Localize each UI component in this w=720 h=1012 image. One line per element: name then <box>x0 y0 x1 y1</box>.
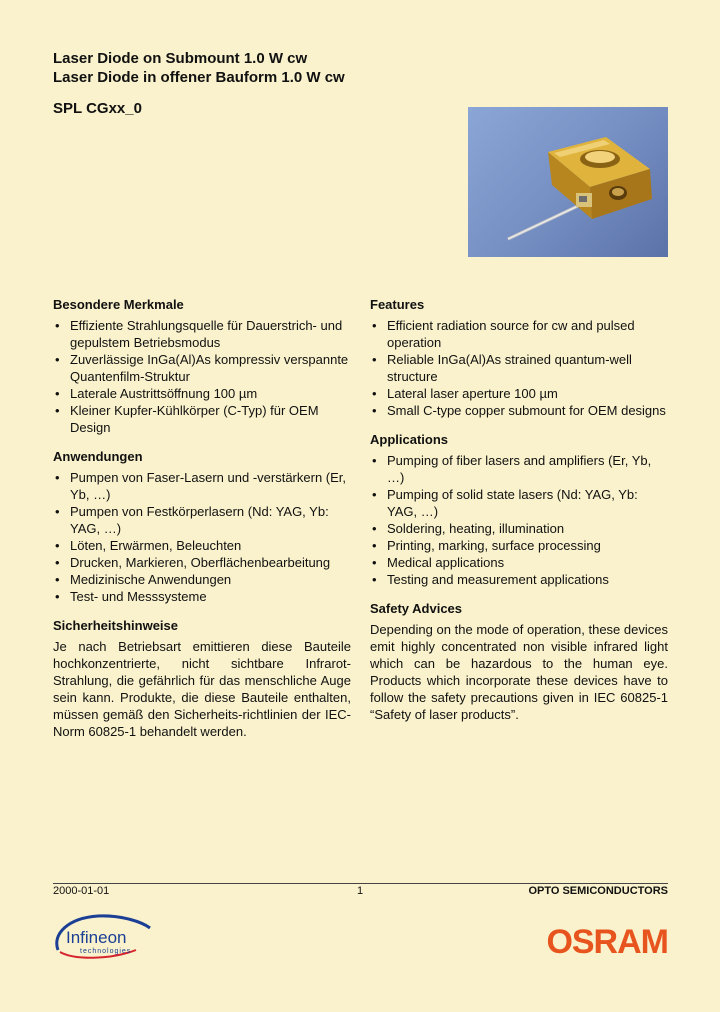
safety-heading-english: Safety Advices <box>370 601 463 616</box>
safety-section-german <box>53 617 351 740</box>
list-item: • Efficient radiation source for cw and pulsed operation <box>370 317 668 351</box>
applications-heading-english: Applications <box>370 432 449 447</box>
list-item: • Pumpen von Faser-Lasern und -verstärkern (Er, Yb, …) <box>53 469 351 503</box>
safety-text-english: Depending on the mode of operation, these devices emit highly concentrated non visible infrared light which can be hazardous to the human eye. Products which incorporate these devices have to follow the safety precautions given in IEC 60825-1 “Safety of laser products”. <box>370 622 668 722</box>
footer-date: 2000-01-01 <box>53 885 110 897</box>
applications-list-english <box>370 452 668 588</box>
footer-brand: OPTO SEMICONDUCTORS <box>528 885 668 897</box>
list-item: • Zuverlässige InGa(Al)As kompressiv verspannte Quantenfilm-Struktur <box>53 351 351 385</box>
list-item: • Lateral laser aperture 100 µm <box>370 385 668 402</box>
list-item: • Soldering, heating, illumination <box>370 520 668 537</box>
safety-section-english <box>370 600 668 723</box>
list-item: • Pumping of fiber lasers and amplifiers (Er, Yb, …) <box>370 452 668 486</box>
title-german: Laser Diode in offener Bauform 1.0 W cw <box>53 69 345 86</box>
list-item: • Printing, marking, surface processing <box>370 537 668 554</box>
features-heading-english: Features <box>370 297 425 312</box>
list-item: • Test- und Messsysteme <box>53 588 351 605</box>
list-item: • Pumpen von Festkörperlasern (Nd: YAG, Yb: YAG, …) <box>53 503 351 537</box>
list-item: • Pumping of solid state lasers (Nd: YAG, Yb: YAG, …) <box>370 486 668 520</box>
features-section-german <box>53 296 351 436</box>
safety-heading-german: Sicherheitshinweise <box>53 618 178 633</box>
list-item: • Testing and measurement applications <box>370 571 668 588</box>
features-list-german <box>53 317 351 436</box>
list-item: • Reliable InGa(Al)As strained quantum-well structure <box>370 351 668 385</box>
applications-section-english <box>370 431 668 588</box>
infineon-tagline: technologies <box>80 948 132 955</box>
product-photo <box>468 107 668 257</box>
list-item: • Löten, Erwärmen, Beleuchten <box>53 537 351 554</box>
part-number: SPL CGxx_0 <box>53 100 142 117</box>
page-number: 1 <box>357 885 364 897</box>
laser-diode-submount-image <box>468 107 668 257</box>
list-item: • Kleiner Kupfer-Kühlkörper (C-Typ) für OEM Design <box>53 402 351 436</box>
features-heading-german: Besondere Merkmale <box>53 297 184 312</box>
applications-heading-german: Anwendungen <box>53 449 143 464</box>
features-list-english <box>370 317 668 419</box>
list-item: • Medizinische Anwendungen <box>53 571 351 588</box>
osram-logo: OSRAM <box>546 923 668 961</box>
title-english: Laser Diode on Submount 1.0 W cw <box>53 50 308 67</box>
column-german <box>53 296 351 752</box>
safety-text-german: Je nach Betriebsart emittieren diese Bauteile hochkonzentrierte, nicht sichtbare Infrarot-Strahlung, die gefährlich für das menschliche Auge sein kann. Produkte, die diese Bauteile enthalten, müssen gemäß den Sicherheits-richtlinien der IEC-Norm 60825-1 behandelt werden. <box>53 639 351 739</box>
document-header <box>53 49 345 117</box>
features-section-english <box>370 296 668 419</box>
infineon-wordmark: Infineon <box>66 928 127 947</box>
list-item: • Laterale Austrittsöffnung 100 µm <box>53 385 351 402</box>
applications-section-german <box>53 448 351 605</box>
list-item: • Medical applications <box>370 554 668 571</box>
list-item: • Effiziente Strahlungsquelle für Dauerstrich- und gepulstem Betriebsmodus <box>53 317 351 351</box>
applications-list-german <box>53 469 351 605</box>
list-item: • Small C-type copper submount for OEM designs <box>370 402 668 419</box>
infineon-swoosh-icon <box>50 910 160 962</box>
list-item: • Drucken, Markieren, Oberflächenbearbeitung <box>53 554 351 571</box>
infineon-logo <box>50 910 160 962</box>
column-english <box>370 296 668 735</box>
